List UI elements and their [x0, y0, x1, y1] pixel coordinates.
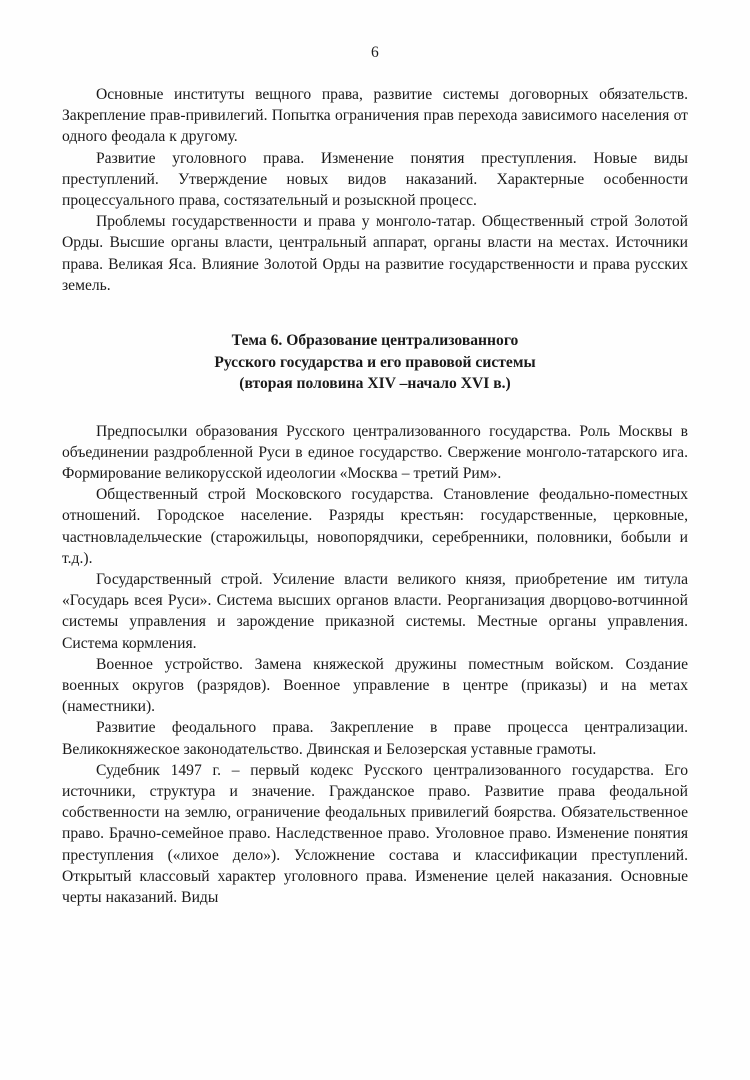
section-heading	[62, 330, 688, 395]
paragraph: Развитие феодального права. Закрепление в праве процесса централизации. Великокняжеское законодательство. Двинская и Белозерская уставные грамоты.	[62, 719, 688, 758]
section-heading-line-2: Русского государства и его правовой системы	[214, 353, 536, 371]
paragraph: Общественный строй Московского государства. Становление феодально-поместных отношений. Городское население. Разряды крестьян: государственные, церковные, частновладельческие (старожильцы, новопорядчики, серебренники, половники, бобыли и т.д.).	[62, 486, 688, 567]
section-heading-line-1: Тема 6. Образование централизованного	[231, 332, 519, 350]
section-heading-line-3: (вторая половина XIV –начало XVI в.)	[239, 375, 511, 393]
paragraph: Судебник 1497 г. – первый кодекс Русского централизованного государства. Его источники, структура и значение. Гражданское право. Развитие права феодальной собственности на землю, ограничение феодальных привилегий боярства. Обязательственное право. Брачно-семейное право. Наследственное право. Уголовное право. Изменение понятия преступления («лихое дело»). Усложнение состава и классификации преступлений. Открытый классовый характер уголовного права. Изменение целей наказания. Основные черты наказаний. Виды	[62, 761, 688, 907]
page-number: 6	[371, 44, 379, 61]
paragraph: Военное устройство. Замена княжеской дружины поместным войском. Создание военных округов (разрядов). Военное управление в центре (приказы) и на метах (наместники).	[62, 655, 688, 716]
paragraph: Развитие уголовного права. Изменение понятия преступления. Новые виды преступлений. Утверждение новых видов наказаний. Характерные особенности процессуального права, состязательный и розыскной процесс.	[62, 149, 688, 210]
paragraph: Государственный строй. Усиление власти великого князя, приобретение им титула «Государь всея Руси». Система высших органов власти. Реорганизация дворцово-вотчинной системы управления и зарождение приказной системы. Местные органы управления. Система кормления.	[62, 571, 688, 652]
paragraph: Проблемы государственности и права у монголо-татар. Общественный строй Золотой Орды. Высшие органы власти, центральный аппарат, органы власти на местах. Источники права. Великая Яса. Влияние Золотой Орды на развитие государственности и права русских земель.	[62, 213, 688, 294]
paragraph: Основные институты вещного права, развитие системы договорных обязательств. Закрепление прав-привилегий. Попытка ограничения прав перехода зависимого населения от одного феодала к другому.	[62, 86, 688, 146]
paragraph: Предпосылки образования Русского централизованного государства. Роль Москвы в объединении раздробленной Руси в единое государство. Свержение монголо-татарского ига. Формирование великорусской идеологии «Москва – третий Рим».	[62, 422, 688, 482]
